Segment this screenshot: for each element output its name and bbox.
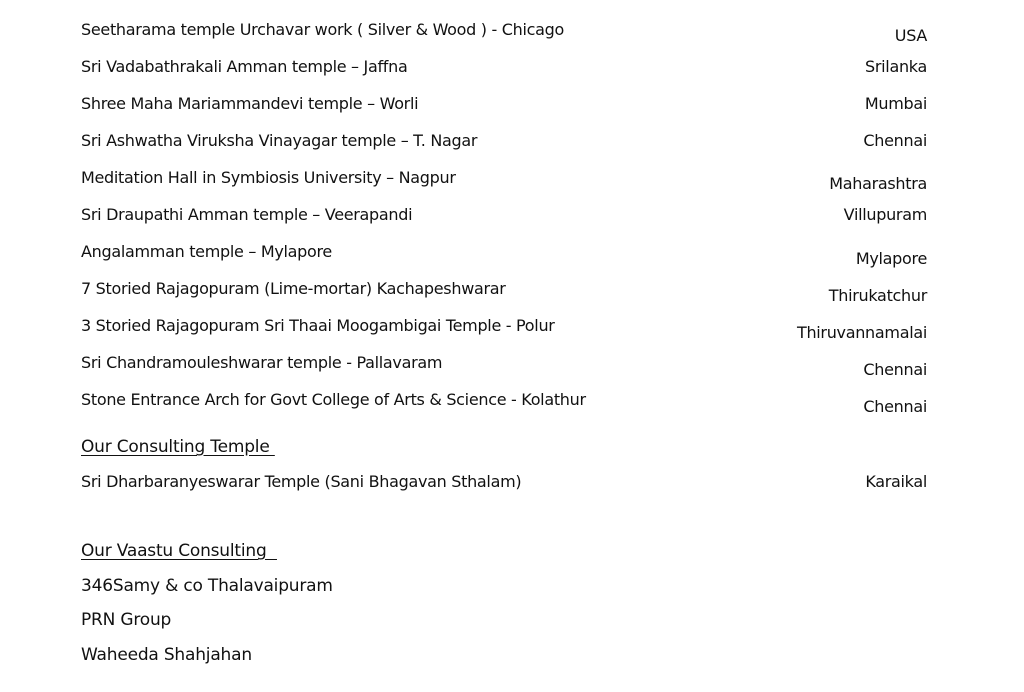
vaastu-client: PRN Group	[81, 610, 172, 630]
project-row	[81, 279, 927, 303]
project-name: Seetharama temple Urchavar work ( Silver & Wood ) - Chicago	[81, 20, 564, 39]
consulting-temple-name: Sri Dharbaranyeswarar Temple (Sani Bhagavan Sthalam)	[81, 472, 522, 491]
project-row	[81, 94, 927, 118]
project-place: Thiruvannamalai	[796, 323, 927, 342]
project-name: Sri Ashwatha Viruksha Vinayagar temple – T. Nagar	[81, 131, 478, 150]
project-row	[81, 353, 927, 377]
project-row	[81, 57, 927, 81]
project-row	[81, 390, 927, 414]
project-place: Mylapore	[855, 249, 927, 268]
consulting-temple-heading: Our Consulting Temple	[81, 437, 275, 457]
project-name: 7 Storied Rajagopuram (Lime-mortar) Kachapeshwarar	[81, 279, 506, 298]
project-row	[81, 242, 927, 266]
project-place: Chennai	[863, 360, 927, 379]
project-place: USA	[894, 26, 927, 45]
project-name: Sri Draupathi Amman temple – Veerapandi	[81, 205, 413, 224]
project-row	[81, 20, 927, 44]
project-name: Meditation Hall in Symbiosis University – Nagpur	[81, 168, 456, 187]
project-name: Shree Maha Mariammandevi temple – Worli	[81, 94, 419, 113]
project-row	[81, 205, 927, 229]
vaastu-client: 346Samy & co Thalavaipuram	[81, 576, 333, 596]
consulting-temple-row	[81, 472, 927, 496]
vaastu-consulting-heading: Our Vaastu Consulting	[81, 541, 277, 561]
project-place: Villupuram	[843, 205, 927, 224]
project-name: Sri Chandramouleshwarar temple - Pallavaram	[81, 353, 443, 372]
consulting-temple-place: Karaikal	[865, 472, 927, 491]
project-place: Maharashtra	[829, 174, 927, 193]
project-place: Srilanka	[865, 57, 927, 76]
project-name: 3 Storied Rajagopuram Sri Thaai Moogambigai Temple - Polur	[81, 316, 555, 335]
vaastu-client: Waheeda Shahjahan	[81, 645, 252, 665]
project-place: Chennai	[863, 397, 927, 416]
project-row	[81, 168, 927, 192]
project-name: Sri Vadabathrakali Amman temple – Jaffna	[81, 57, 408, 76]
project-name: Angalamman temple – Mylapore	[81, 242, 332, 261]
project-name: Stone Entrance Arch for Govt College of Arts & Science - Kolathur	[81, 390, 586, 409]
project-row	[81, 131, 927, 155]
project-row	[81, 316, 927, 340]
project-place: Mumbai	[864, 94, 927, 113]
project-place: Thirukatchur	[828, 286, 927, 305]
project-place: Chennai	[863, 131, 927, 150]
